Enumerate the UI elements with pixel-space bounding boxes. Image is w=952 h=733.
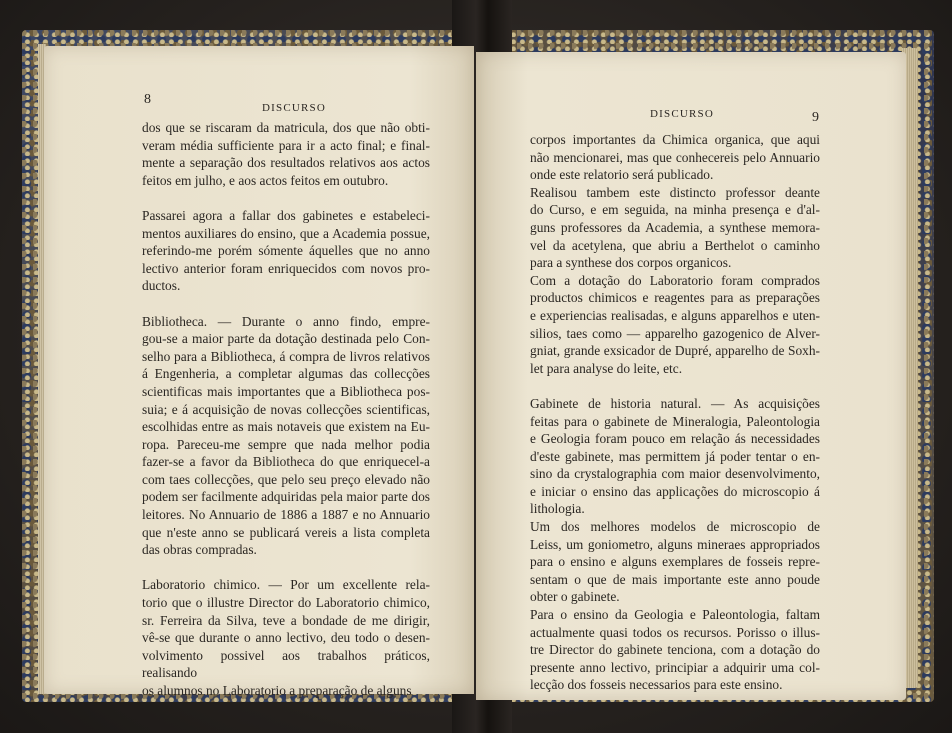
text-line: leitores. No Annuario de 1886 a 1887 e no Annuario <box>142 507 430 523</box>
text-line: das obras compradas. <box>142 542 257 558</box>
text-line: presente anno lectivo, principiar a adquirir uma col- <box>530 659 820 675</box>
text-line: sr. Ferreira da Silva, teve a bondade de me dirigir, <box>142 612 430 628</box>
text-line: torio que o illustre Director do Laboratorio chimico, <box>142 595 430 611</box>
text-line: para a synthese dos corpos organicos. <box>530 255 732 271</box>
text-line: e experiencias realisadas, e alguns apparelhos e uten- <box>530 307 820 323</box>
text-line: Um dos melhores modelos de microscopio de <box>530 519 820 535</box>
text-line: mente a separação dos resultados relativos aos actos <box>142 155 430 171</box>
text-line: veram média sufficiente para ir a acto final; e final- <box>142 137 430 153</box>
text-line: gou-se a maior parte da dotação destinada pelo Con- <box>142 331 430 347</box>
left-page-text <box>142 119 430 700</box>
text-line <box>142 559 430 577</box>
text-line: Realisou tambem este distincto professor deante <box>530 184 820 200</box>
left-page <box>44 46 474 698</box>
right-page <box>476 52 906 700</box>
text-line: tre Director do gabinete tenciona, com a dotação do <box>530 642 820 658</box>
text-line: Leiss, um goniometro, alguns mineraes appropriados <box>530 536 820 552</box>
text-line: silios, taes como — apparelho gazogenico de Alver- <box>530 325 820 341</box>
text-line: á Engenheria, a completar algumas das collecções <box>142 366 430 382</box>
text-line: feitos em julho, e aos actos feitos em outubro. <box>142 172 389 188</box>
right-page-number: 9 <box>812 110 819 125</box>
text-line: gniat, grande exsicador de Dupré, apparelho de Soxh- <box>530 343 820 359</box>
text-line: Bibliotheca. — Durante o anno findo, empre- <box>142 313 430 329</box>
text-line: sino da crystalographia com maior desenvolvimento, <box>530 466 820 482</box>
text-line: referindo-me porém sómente áquelles que no anno <box>142 243 430 259</box>
text-line: ropa. Pareceu-me sempre que nada melhor podia <box>142 436 430 452</box>
text-line: Laboratorio chimico. — Por um excellente rela- <box>142 577 430 593</box>
text-line: os alumnos no Laboratorio a preparação de alguns <box>142 683 412 698</box>
text-line: dos que se riscaram da matricula, dos que não obti- <box>142 120 430 135</box>
text-line: lecção dos fosseis necessarios para este ensino. <box>530 677 783 693</box>
text-line: suia; e á acquisição de novas collecções scientificas, <box>142 401 430 417</box>
text-line <box>142 295 430 313</box>
text-line: scientificas mais importantes que a Bibliotheca pos- <box>142 383 430 399</box>
text-line: selho para a Bibliotheca, á compra de livros relativos <box>142 348 430 364</box>
text-line: actualmente quasi todos os recursos. Porisso o illus- <box>530 624 820 640</box>
text-line: d'este gabinete, mas permittem já poder tentar o en- <box>530 448 820 464</box>
text-line: não mencionarei, mas que conhecereis pelo Annuario <box>530 149 820 165</box>
text-line: e Geologia foram pouco em relação ás necessidades <box>530 431 820 447</box>
text-line <box>142 189 430 207</box>
text-line: let para analyse do leite, etc. <box>530 360 683 376</box>
text-line: do Curso, e em seguida, na minha presença e d'al- <box>530 202 820 218</box>
text-line: fazer-se a favor da Bibliotheca do que enriquecel-a <box>142 454 430 470</box>
left-running-head: DISCURSO <box>262 102 327 114</box>
left-page-number: 8 <box>144 92 151 107</box>
text-line: com taes collecções, que pelo seu preço elevado não <box>142 471 430 487</box>
text-line: lectivo anterior foram enriquecidos com novos pro- <box>142 260 430 276</box>
text-line: onde este relatorio será publicado. <box>530 167 714 183</box>
text-line: que n'este anno se publicará vereis a lista completa <box>142 524 430 540</box>
text-line: podem ser facilmente adquiridas pela maior parte dos <box>142 489 430 505</box>
right-page-text <box>530 131 820 694</box>
text-line: volvimento possivel aos trabalhos práticos, realisando <box>142 647 430 681</box>
right-running-head: DISCURSO <box>650 108 715 120</box>
text-line: productos chimicos e reagentes para as preparações <box>530 290 820 306</box>
text-line: lithologia. <box>530 501 585 517</box>
text-line: guns professores da Academia, a synthese memora- <box>530 219 820 235</box>
text-line <box>530 377 820 395</box>
text-line: escolhidas entre as mais notaveis que existem na Eu- <box>142 419 430 435</box>
text-line: corpos importantes da Chimica organica, que aqui <box>530 132 820 147</box>
text-line: vel da acetylena, que abriu a Berthelot o caminho <box>530 237 820 253</box>
text-line: obter o gabinete. <box>530 589 620 605</box>
text-line: feitas para o gabinete de Mineralogia, Paleontologia <box>530 413 820 429</box>
text-line: Passarei agora a fallar dos gabinetes e estabeleci- <box>142 207 430 223</box>
text-line: Com a dotação do Laboratorio foram comprados <box>530 272 820 288</box>
text-line: ductos. <box>142 278 181 294</box>
text-line: mentos auxiliares do ensino, que a Academia possue, <box>142 225 430 241</box>
text-line: e iniciar o ensino das applicações do microscopio á <box>530 483 820 499</box>
text-line: Para o ensino da Geologia e Paleontologia, faltam <box>530 607 820 623</box>
text-line: para o ensino e alguns exemplares de fosseis repre- <box>530 554 820 570</box>
text-line: vê-se que durante o anno lectivo, deu todo o desen- <box>142 630 430 646</box>
text-line: Gabinete de historia natural. — As acquisições <box>530 395 820 411</box>
text-line: sentam o que de mais importante este anno poude <box>530 571 820 587</box>
